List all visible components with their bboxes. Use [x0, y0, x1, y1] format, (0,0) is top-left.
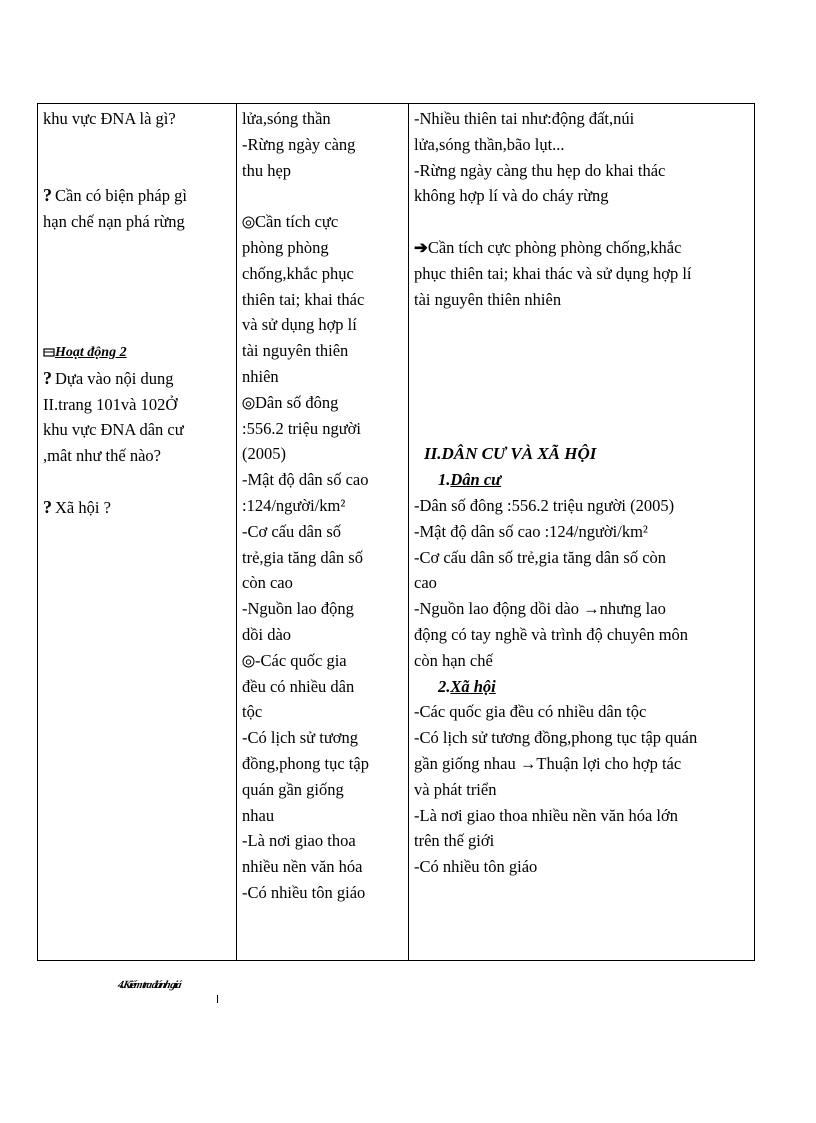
- answer-line: thu hẹp: [242, 160, 292, 180]
- answer-line: -Có nhiều tôn giáo: [242, 882, 366, 902]
- question-text: ,mât như thế nào?: [43, 446, 161, 466]
- note-line: còn hạn chế: [414, 650, 493, 670]
- question-text: khu vực ĐNA là gì?: [43, 109, 176, 128]
- footer-signature: 4.Kiểm tra đánh giá: [116, 979, 182, 991]
- note-line: -Là nơi giao thoa nhiều nền văn hóa lớn: [414, 805, 678, 825]
- answer-line: thiên tai; khai thác: [242, 289, 365, 309]
- answer-line: quán gần giống: [242, 779, 344, 799]
- answer-line: -Có lịch sử tương: [242, 728, 358, 748]
- answer-line: lửa,sóng thần: [242, 109, 331, 128]
- answer-line: -Rừng ngày càng: [242, 134, 356, 154]
- note-line: tài nguyên thiên nhiên: [414, 289, 562, 309]
- answer-line: còn cao: [242, 573, 293, 593]
- question-mark-icon: ?: [43, 185, 52, 206]
- answer-line: Dân số đông: [242, 390, 403, 416]
- note-line: không hợp lí và do cháy rừng: [414, 186, 609, 206]
- note-line: gần giống nhau →Thuận lợi cho hợp tác: [414, 753, 682, 773]
- arrow-right-icon: →: [583, 599, 600, 619]
- answer-line: Cần tích cực: [242, 209, 403, 235]
- answer-line: tài nguyên thiên: [242, 341, 349, 361]
- signature-tick: [217, 995, 218, 1003]
- answer-line: đồng,phong tục tập: [242, 753, 369, 773]
- question-text: ? Dựa vào nội dung: [43, 367, 174, 388]
- question-text: ? Cần có biện pháp gì: [43, 185, 187, 206]
- question-mark-icon: ?: [43, 367, 52, 388]
- note-line: phục thiên tai; khai thác và sử dụng hợp lí: [414, 263, 692, 283]
- answer-line: :556.2 triệu người: [242, 418, 361, 438]
- question-mark-icon: ?: [43, 496, 52, 517]
- section-heading: II.DÂN CƯ VÀ XÃ HỘI: [424, 444, 597, 464]
- lesson-table: [37, 103, 755, 961]
- question-text: II.trang 101và 102Ở: [43, 394, 178, 414]
- answer-line: -Là nơi giao thoa: [242, 831, 356, 851]
- activity-icon: [43, 346, 55, 358]
- answer-line: -Mật độ dân số cao: [242, 470, 369, 490]
- note-line: ➔Cần tích cực phòng phòng chống,khắc: [414, 237, 682, 257]
- note-line: và phát triển: [414, 779, 497, 799]
- note-line: động có tay nghề và trình độ chuyên môn: [414, 624, 689, 644]
- note-line: trên thế giới: [414, 831, 495, 851]
- answer-line: nhiều nền văn hóa: [242, 857, 363, 877]
- note-line: -Dân số đông :556.2 triệu người (2005): [414, 495, 675, 515]
- note-line: -Nhiều thiên tai như:động đất,núi: [414, 109, 635, 128]
- answer-line: :124/người/km²: [242, 495, 346, 515]
- note-line: -Rừng ngày càng thu hẹp do khai thác: [414, 160, 666, 180]
- note-line: -Có lịch sử tương đồng,phong tục tập quán: [414, 728, 698, 748]
- bullet-circle-icon: [242, 655, 255, 668]
- arrow-right-icon: ➔: [414, 237, 428, 257]
- answer-line: chống,khắc phục: [242, 263, 354, 283]
- bullet-circle-icon: [242, 216, 255, 229]
- answers-column: [237, 104, 409, 961]
- subsection-heading: 2.Xã hội: [438, 676, 496, 696]
- answer-line: dồi dào: [242, 624, 292, 644]
- note-line: cao: [414, 573, 437, 593]
- bullet-circle-icon: [242, 397, 255, 410]
- note-line: -Mật độ dân số cao :124/người/km²: [414, 521, 648, 541]
- questions-column: [38, 104, 237, 961]
- answer-line: (2005): [242, 444, 286, 464]
- answer-line: -Cơ cấu dân số: [242, 521, 341, 541]
- answer-line: -Nguồn lao động: [242, 599, 354, 619]
- answer-line: trẻ,gia tăng dân số: [242, 547, 363, 567]
- answer-line: và sử dụng hợp lí: [242, 315, 357, 335]
- arrow-right-icon: →: [519, 753, 537, 773]
- answer-line: nhiên: [242, 366, 279, 386]
- note-line: -Cơ cấu dân số trẻ,gia tăng dân số còn: [414, 547, 667, 567]
- question-text: ? Xã hội ?: [43, 496, 111, 517]
- note-line: -Nguồn lao động dồi dào →nhưng lao: [414, 599, 666, 619]
- question-text: hạn chế nạn phá rừng: [43, 212, 185, 232]
- subsection-heading: 1.Dân cư: [438, 470, 502, 490]
- activity-heading: Hoạt động 2: [43, 338, 231, 366]
- note-line: -Các quốc gia đều có nhiều dân tộc: [414, 702, 647, 722]
- answer-line: phòng phòng: [242, 237, 329, 257]
- question-text: khu vực ĐNA dân cư: [43, 420, 184, 440]
- answer-line: đều có nhiều dân: [242, 676, 355, 696]
- table-row: [38, 104, 755, 961]
- notes-column: [409, 104, 755, 961]
- answer-line: -Các quốc gia: [242, 648, 403, 674]
- note-line: -Có nhiều tôn giáo: [414, 857, 538, 877]
- note-line: lửa,sóng thần,bão lụt...: [414, 134, 565, 154]
- answer-line: nhau: [242, 805, 275, 825]
- answer-line: tộc: [242, 702, 263, 722]
